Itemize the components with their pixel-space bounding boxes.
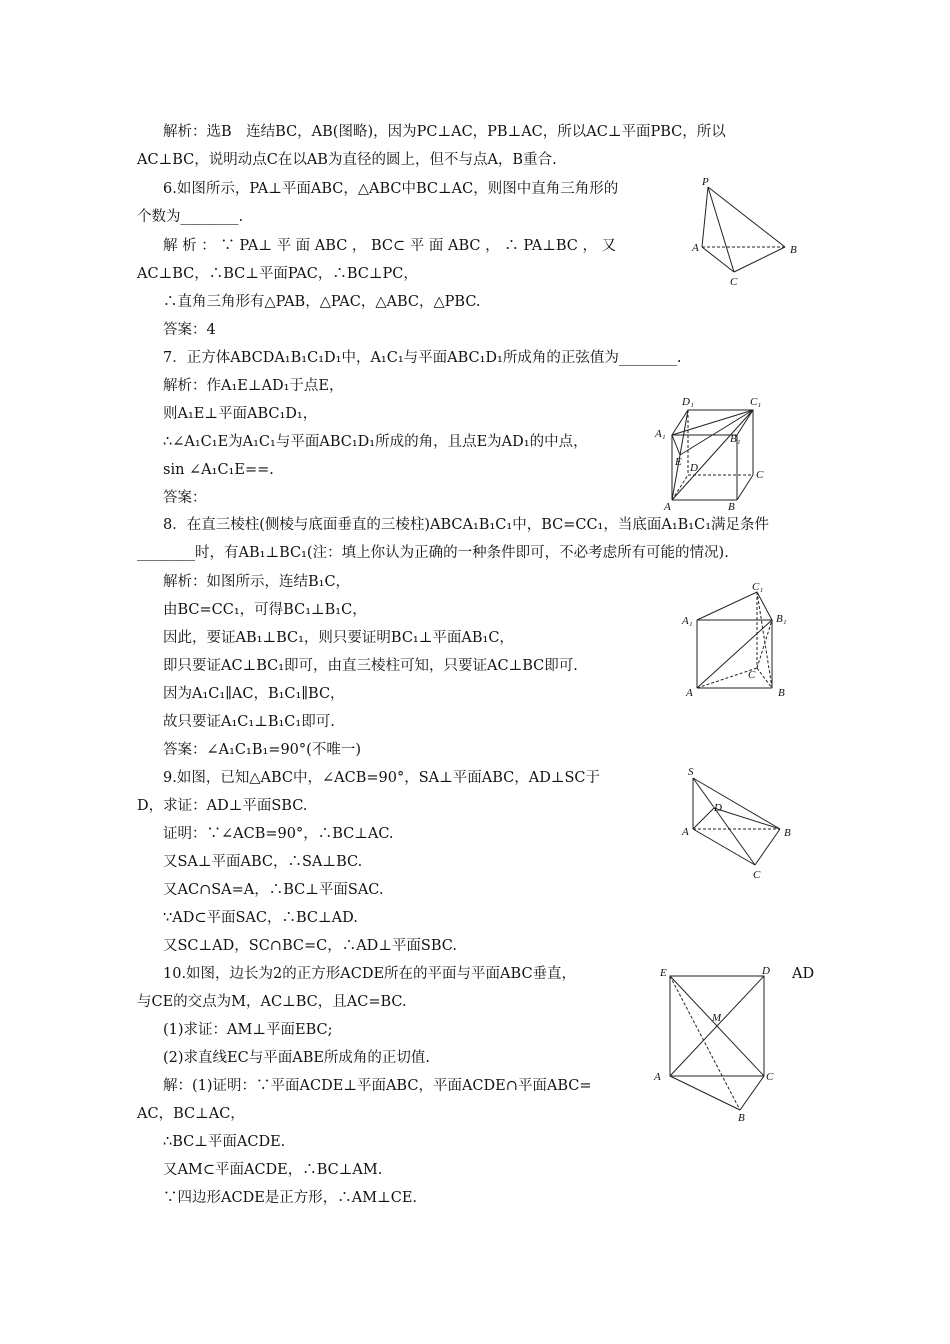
problem-6-statement: 6.如图所示，PA⊥平面ABC，△ABC中BC⊥AC，则图中直角三角形的: [163, 181, 619, 197]
label-B1: B₁: [730, 433, 741, 445]
label-B: B: [790, 244, 797, 256]
label-C: C: [766, 1071, 774, 1083]
label-B: B: [728, 501, 735, 513]
text-line: ________时，有AB₁⊥BC₁(注：填上你认为正确的一种条件即可，不必考虑所有可能的情况).: [137, 545, 729, 561]
label-S: S: [688, 766, 694, 778]
figure-7-cube: [650, 392, 780, 512]
text-line: sin ∠A₁C₁E==.: [163, 462, 274, 478]
label-D: D: [714, 802, 722, 814]
label-M: M: [712, 1012, 722, 1024]
text-line: 又SC⊥AD，SC∩BC=C，∴AD⊥平面SBC.: [163, 938, 457, 954]
text-line: AC，BC⊥AC，: [137, 1106, 245, 1122]
text-line: 又AM⊂平面ACDE，∴BC⊥AM.: [163, 1162, 383, 1178]
label-B1: B₁: [776, 613, 787, 625]
text-line: 解析：选B 连结BC，AB(图略)，因为PC⊥AC，PB⊥AC，所以AC⊥平面PBC，所以: [163, 124, 726, 140]
text-line: AC⊥BC，∴BC⊥平面PAC，∴BC⊥PC，: [137, 266, 418, 282]
label-A: A: [664, 501, 671, 513]
text-line: 解析：作A₁E⊥AD₁于点E，: [163, 378, 344, 394]
text-line: 由BC=CC₁，可得BC₁⊥B₁C，: [163, 602, 367, 618]
text-line: 解 析 ： ∵ PA⊥ 平 面 ABC ， BC⊂ 平 面 ABC ， ∴ PA⊥BC ， 又: [163, 238, 617, 254]
figure-10-square-plane: [652, 962, 782, 1127]
label-B: B: [738, 1112, 745, 1124]
text-line: ∴直角三角形有△PAB，△PAC，△ABC，△PBC.: [163, 294, 481, 310]
problem-9-statement: 9.如图，已知△ABC中，∠ACB=90°，SA⊥平面ABC，AD⊥SC于: [163, 770, 600, 786]
label-C1: C₁: [752, 581, 764, 593]
problem-8-statement: 8．在直三棱柱(侧棱与底面垂直的三棱柱)ABCA₁B₁C₁中，BC=CC₁，当底面A₁B₁C₁满足条件: [163, 517, 770, 533]
text-line: 因为A₁C₁∥AC，B₁C₁∥BC，: [163, 686, 345, 702]
label-A: A: [692, 242, 699, 254]
text-line: 解：(1)证明：∵平面ACDE⊥平面ABC，平面ACDE∩平面ABC=: [163, 1078, 592, 1094]
label-P: P: [702, 176, 709, 188]
text-line: 又AC∩SA=A，∴BC⊥平面SAC.: [163, 882, 384, 898]
label-A: A: [686, 687, 693, 699]
figure-6-tetrahedron: [690, 175, 810, 290]
text-line: 则A₁E⊥平面ABC₁D₁，: [163, 406, 318, 422]
text-line: 与CE的交点为M，AC⊥BC，且AC=BC.: [137, 994, 407, 1010]
text-line: 故只要证A₁C₁⊥B₁C₁即可.: [163, 714, 335, 730]
text-line: ∴BC⊥平面ACDE.: [163, 1134, 286, 1150]
text-line: AD: [792, 966, 815, 982]
label-A1: A₁: [682, 615, 693, 627]
label-D: D: [762, 965, 770, 977]
text-line: 解析：如图所示，连结B₁C，: [163, 574, 351, 590]
answer-8: 答案：∠A₁C₁B₁=90°(不唯一): [163, 742, 361, 758]
label-D1: D₁: [682, 396, 694, 408]
label-C: C: [730, 276, 738, 288]
text-line: AC⊥BC，说明动点C在以AB为直径的圆上，但不与点A，B重合.: [137, 152, 557, 168]
answer-6: 答案：4: [163, 322, 216, 338]
label-D: D: [690, 462, 698, 474]
text-line: (2)求直线EC与平面ABE所成角的正切值.: [163, 1050, 431, 1066]
label-A1: A₁: [655, 428, 666, 440]
label-C: C: [748, 669, 756, 681]
text-line: 因此，要证AB₁⊥BC₁，则只要证明BC₁⊥平面AB₁C，: [163, 630, 514, 646]
label-E: E: [660, 967, 667, 979]
label-E: E: [675, 456, 682, 468]
figure-8-prism: [680, 580, 800, 700]
text-line: 即只要证AC⊥BC₁即可，由直三棱柱可知，只要证AC⊥BC即可.: [163, 658, 578, 674]
text-line: 证明：∵∠ACB=90°，∴BC⊥AC.: [163, 826, 394, 842]
text-line: 个数为________.: [137, 209, 244, 225]
text-line: ∵AD⊂平面SAC，∴BC⊥AD.: [163, 910, 358, 926]
label-A: A: [654, 1071, 661, 1083]
text-line: (1)求证：AM⊥平面EBC;: [163, 1022, 333, 1038]
text-line: D，求证：AD⊥平面SBC.: [137, 798, 308, 814]
figure-9-pyramid: [678, 762, 798, 882]
text-line: ∴∠A₁C₁E为A₁C₁与平面ABC₁D₁所成的角，且点E为AD₁的中点，: [163, 434, 588, 450]
label-B: B: [778, 687, 785, 699]
label-C: C: [756, 469, 764, 481]
label-B: B: [784, 827, 791, 839]
problem-10-statement: 10.如图，边长为2的正方形ACDE所在的平面与平面ABC垂直，: [163, 966, 577, 982]
label-C1: C₁: [750, 396, 762, 408]
text-line: 又SA⊥平面ABC，∴SA⊥BC.: [163, 854, 363, 870]
label-A: A: [682, 826, 689, 838]
answer-7: 答案：: [163, 490, 207, 506]
text-line: ∵四边形ACDE是正方形，∴AM⊥CE.: [163, 1190, 418, 1206]
label-C: C: [753, 869, 761, 881]
problem-7-statement: 7．正方体ABCDA₁B₁C₁D₁中，A₁C₁与平面ABC₁D₁所成角的正弦值为________.: [163, 350, 682, 366]
